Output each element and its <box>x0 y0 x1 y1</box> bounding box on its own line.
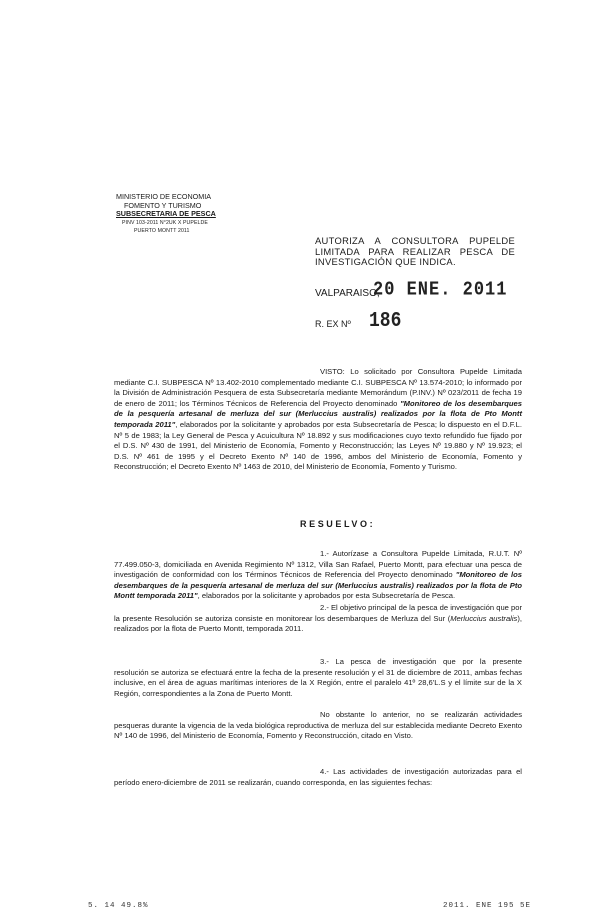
visto-paragraph <box>114 367 522 473</box>
section-1 <box>114 549 522 602</box>
s2-tail: ), realizados por la flota de Puerto Montt, temporada 2011. <box>114 613 522 634</box>
date-stamp: 20 ENE. 2011 <box>373 279 508 302</box>
resolution-subject: AUTORIZA A CONSULTORA PUPELDE LIMITADA PARA REALIZAR PESCA DE INVESTIGACIÓN QUE INDICA. <box>315 235 515 267</box>
rex-number: 186 <box>369 309 402 333</box>
resuelvo-heading: RESUELVO: <box>300 519 376 529</box>
section-3 <box>114 657 522 699</box>
s2-species: Merluccius australis <box>450 613 518 623</box>
s1-project-title: "Monitoreo de los desembarques de la pesquería artesanal de merluza del sur (Merluccius australis) realizados por la flota de Pto Montt temporada 2011" <box>114 570 523 601</box>
section-3b <box>114 710 522 742</box>
s3-text: 3.- La pesca de investigación que por la presente resolución se autoriza se efectuará entre la fecha de la presente resolución y el 31 de diciembre de 2011, ambas fechas inclusive, en el área de aguas marítimas interiores de la X Región, entre el paralelo 41º 28,6'L.S y el límite sur de la X Región, correspondientes a la Zona de Puerto Montt. <box>114 657 522 698</box>
visto-project-title: "Monitoreo de los desembarques de la pesquería artesanal de merluza del sur (Merluccius australis) realizados por la flota de Pto Montt temporada 2011" <box>114 398 523 429</box>
s1-tail: , elaborados por la solicitante y aprobados por esta Subsecretaría de Pesca. <box>197 591 456 601</box>
footer-left-mark: 5. 14 49.8% <box>88 902 149 910</box>
visto-text-1: Lo solicitado por Consultora Pupelde Limitada mediante C.I. SUBPESCA Nº 13.402-2010 complementado mediante C.I. SUBPESCA Nº 13.574-2010; lo informado por la División de Administración Pesquera de esta Subsecretaría mediante Memorándum (P.INV.) Nº 023/2011 de fecha 19 de enero de 2011; los Términos Técnicos de Referencia del Proyecto denominado <box>114 367 522 408</box>
section-2 <box>114 603 522 635</box>
header-reference: PINV 103-2011 N°2UK X PUPELDE <box>122 219 208 226</box>
header-location: PUERTO MONTT 2011 <box>134 228 190 234</box>
footer-right-mark: 2011. ENE 195 5E <box>443 902 532 910</box>
section-4 <box>114 767 522 788</box>
header-fomento: FOMENTO Y TURISMO <box>124 200 202 210</box>
ministry-header <box>116 193 246 236</box>
visto-label: VISTO: <box>320 367 345 376</box>
header-subsecretaria: SUBSECRETARIA DE PESCA <box>116 209 216 218</box>
visto-text-2: , elaborados por la solicitante y aprobados por esta Subsecretaría de Pesca; lo dispuesto en el D.F.L. Nº 5 de 1983; la Ley General de Pesca y Acuicultura Nº 18.892 y sus modificaciones cuyo texto refundido fue fijado por el D.S. Nº 430 de 1991, del Ministerio de Economía, Fomento y Reconstrucción; las Leyes Nº 19.880 y Nº 19.923; el D.S. Nº 461 de 1995 y el Decreto Exento Nº 140 de 1996, ambos del Ministerio de Economía, Fomento y Reconstrucción; el Decreto Exento Nº 1463 de 2010, del Ministerio de Economía, Fomento y Turismo. <box>114 419 522 472</box>
rex-label: R. EX Nº <box>315 319 351 329</box>
s3b-text: No obstante lo anterior, no se realizarán actividades pesqueras durante la vigencia de la veda biológica reproductiva de merluza del sur establecida mediante Decreto Exento Nº 140 de 1996, del Ministerio de Economía, Fomento y Reconstrucción, citado en Visto. <box>114 710 522 741</box>
place-label: VALPARAISO, <box>315 288 380 299</box>
s4-text: 4.- Las actividades de investigación autorizadas para el período enero-diciembre de 2011 se realizarán, cuando corresponda, en las siguientes fechas: <box>114 767 522 787</box>
header-ministry: MINISTERIO DE ECONOMIA <box>116 192 212 201</box>
s2-lead: 2.- El objetivo principal de la pesca de investigación que por la presente Resolución se autoriza consiste en monitorear los desembarques de Merluza del Sur ( <box>114 603 522 623</box>
s1-lead: 1.- Autorízase a Consultora Pupelde Limitada, R.U.T. Nº 77.499.050-3, domiciliada en Avenida Regimiento Nº 1312, Villa San Rafael, Puerto Montt, para efectuar una pesca de investigación de conformidad con los Términos Técnicos de Referencia del Proyecto denominado <box>114 549 522 580</box>
